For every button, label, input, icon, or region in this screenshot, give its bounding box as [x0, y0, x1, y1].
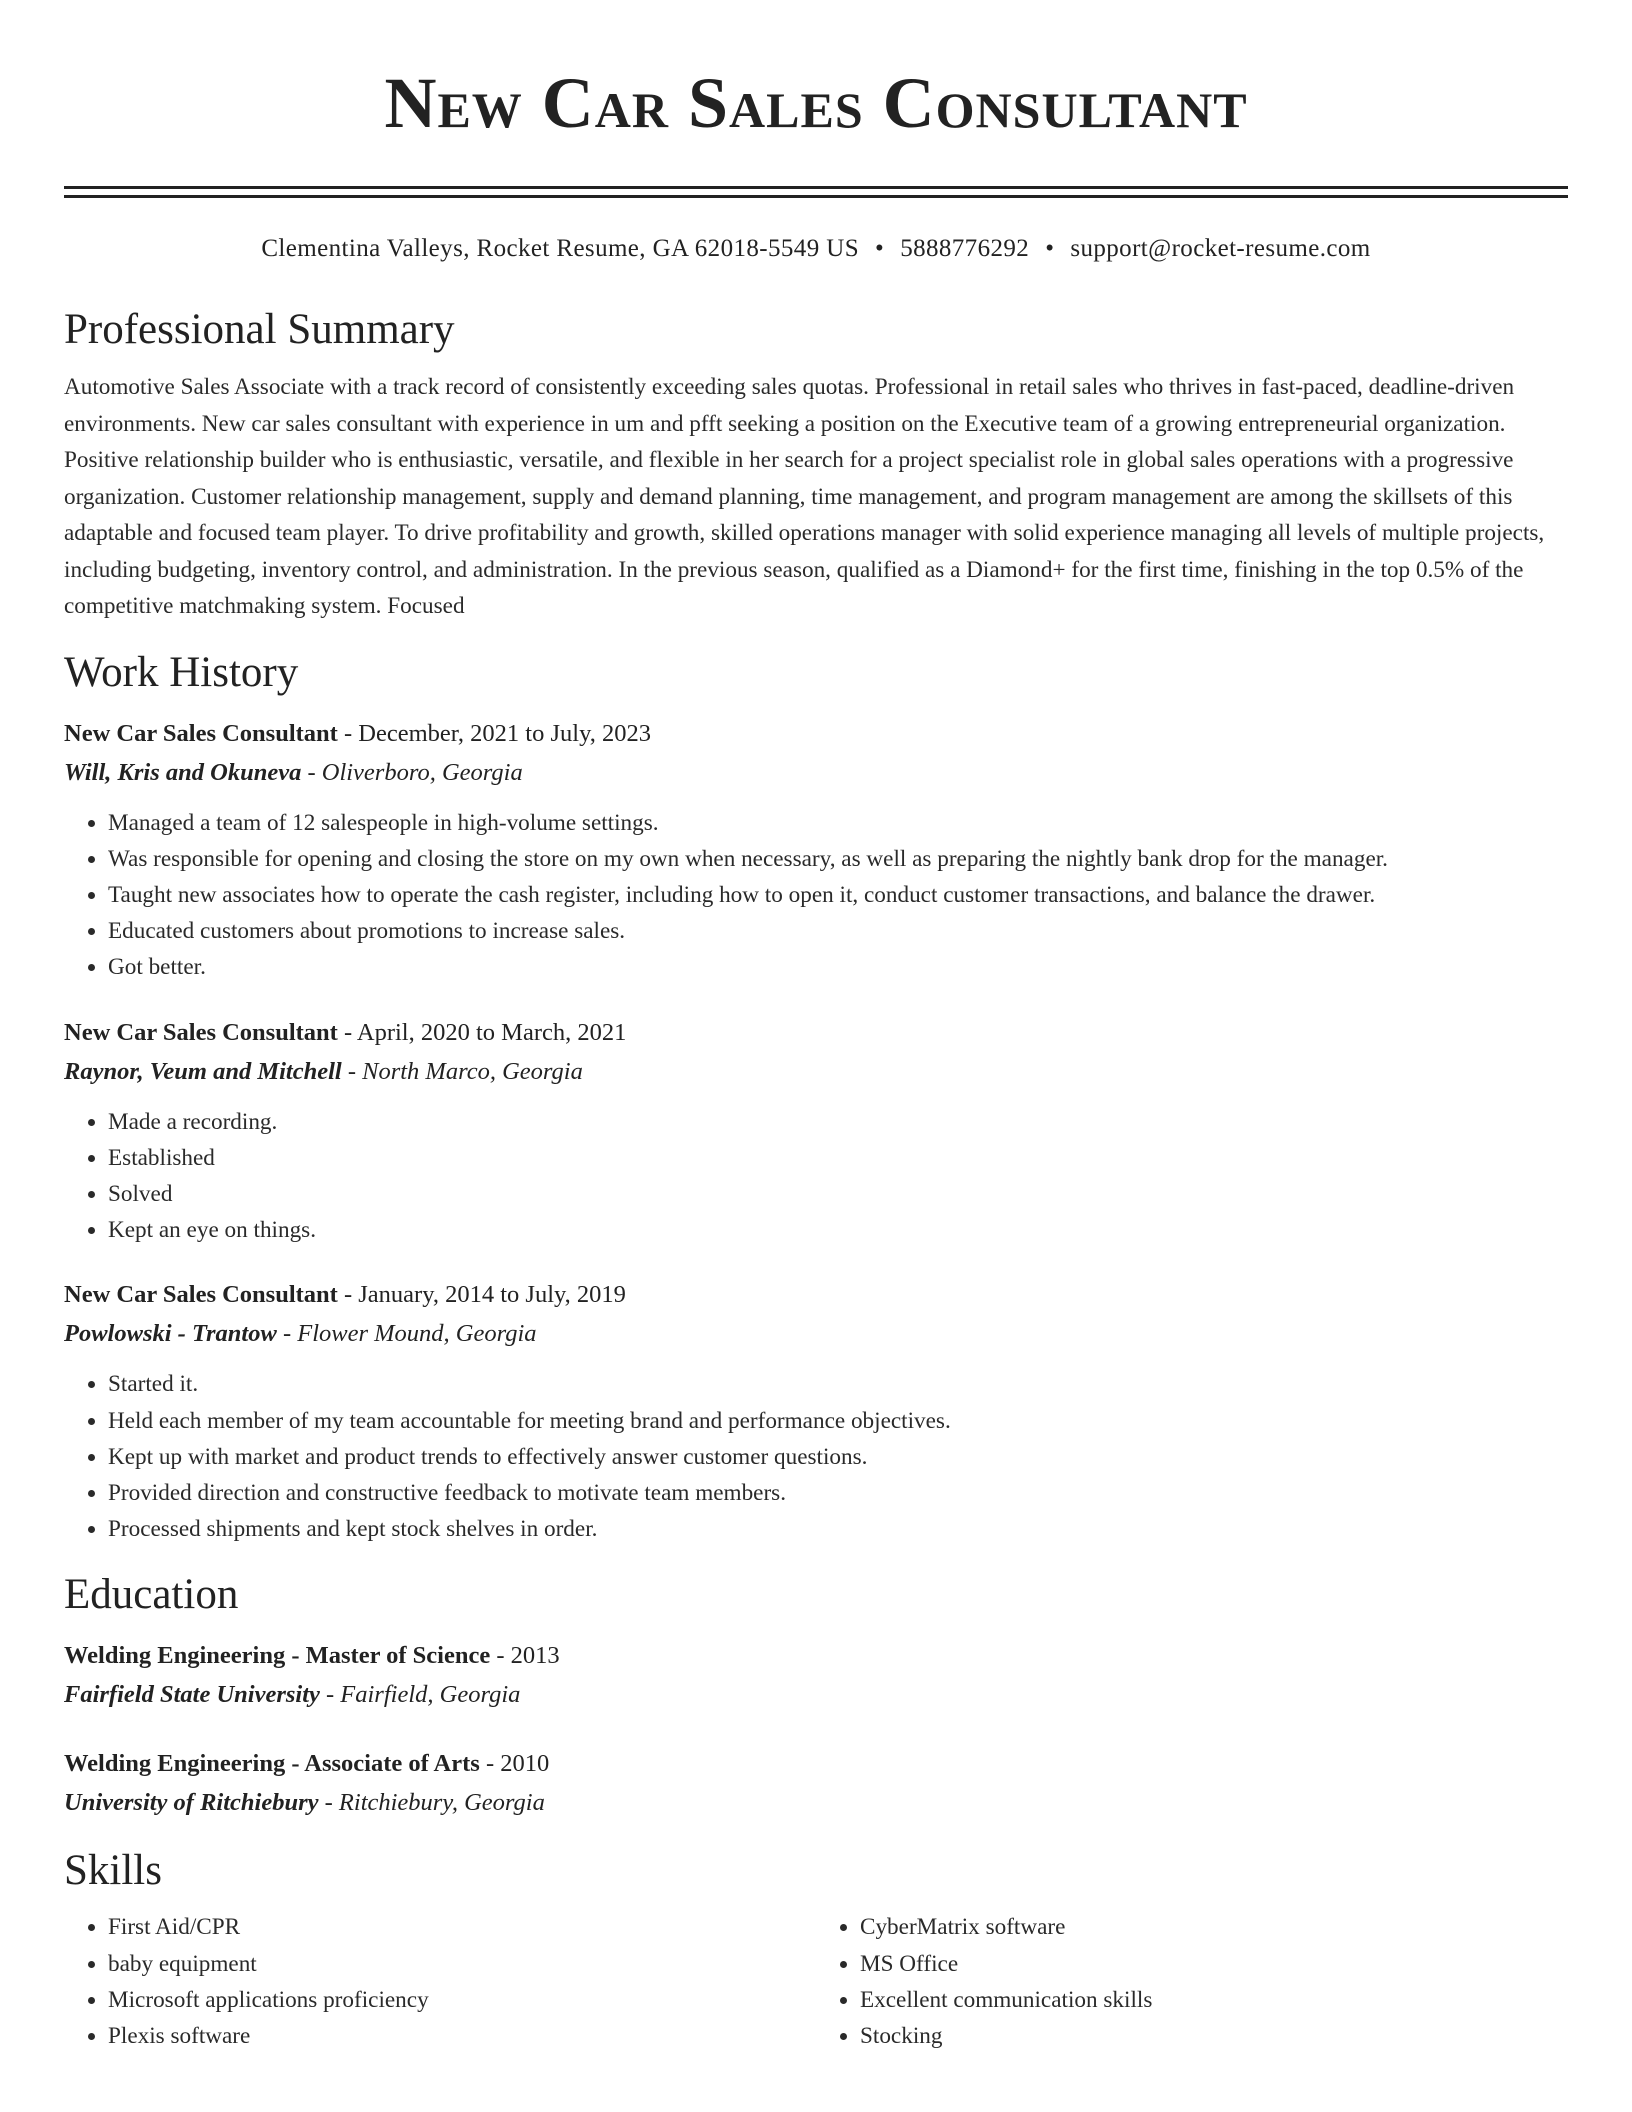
education-degree: Welding Engineering - Master of Science — [64, 1642, 491, 1670]
job-company: Raynor, Veum and Mitchell — [64, 1057, 342, 1085]
job-bullet: • Kept up with market and product trends to effectively answer customer questions. — [108, 1439, 1568, 1475]
education-school: Fairfield State University — [64, 1681, 320, 1709]
work-history-heading: Work History — [64, 648, 299, 696]
job-title-line — [64, 1276, 1568, 1314]
contact-separator: • — [875, 235, 885, 262]
skill-item: • First Aid/CPR — [108, 1909, 816, 1945]
job-entry — [64, 1276, 1568, 1547]
education-degree-line — [64, 1637, 1568, 1675]
job-bullet: • Established — [108, 1140, 1568, 1176]
job-bullet: • Made a recording. — [108, 1104, 1568, 1140]
job-title-line — [64, 1014, 1568, 1052]
skill-item: • Plexis software — [108, 2018, 816, 2054]
skill-item: • Excellent communication skills — [860, 1982, 1568, 2018]
header-divider-bottom — [64, 195, 1568, 198]
job-bullet: • Kept an eye on things. — [108, 1212, 1568, 1248]
job-role: New Car Sales Consultant — [64, 1018, 338, 1046]
job-bullets — [64, 805, 1568, 986]
job-bullet: • Educated customers about promotions to increase sales. — [108, 913, 1568, 949]
skills-columns — [64, 1909, 1568, 2054]
job-bullet: • Solved — [108, 1176, 1568, 1212]
job-entry — [64, 1014, 1568, 1249]
resume-name-heading: New Car Sales Consultant — [384, 63, 1248, 143]
job-company-line — [64, 753, 1568, 793]
job-bullet: • Taught new associates how to operate the cash register, including how to open it, conduct customer transactions, and balance the drawer. — [108, 877, 1568, 913]
job-role: New Car Sales Consultant — [64, 719, 338, 747]
education-school-line — [64, 1675, 1568, 1715]
job-bullet: • Processed shipments and kept stock shelves in order. — [108, 1511, 1568, 1547]
education-entry — [64, 1637, 1568, 1715]
skills-heading: Skills — [64, 1847, 162, 1895]
education-school: University of Ritchiebury — [64, 1789, 319, 1817]
education-year: - 2013 — [490, 1642, 560, 1670]
contact-address: Clementina Valleys, Rocket Resume, GA 62018-5549 US — [261, 235, 860, 262]
skill-item: • baby equipment — [108, 1946, 816, 1982]
job-bullets — [64, 1104, 1568, 1249]
job-bullet: • Started it. — [108, 1366, 1568, 1402]
summary-text: Automotive Sales Associate with a track record of consistently exceeding sales quotas. Professional in retail sales who thrives in fast-paced, deadline-driven environments. New car sales consultant with experience in um and pfft seeking a position on the Executive team of a growing entrepreneurial organization. Positive relationship builder who is enthusiastic, versatile, and flexible in her search for a project specialist role in global sales operations with a progressive organization. Customer relationship management, supply and demand planning, time management, and program management are among the skillsets of this adaptable and focused team player. To drive profitability and growth, skilled operations manager with solid experience managing all levels of multiple projects, including budgeting, inventory control, and administration. In the previous season, qualified as a Diamond+ for the first time, finishing in the top 0.5% of the competitive matchmaking system. Focused — [64, 374, 1545, 619]
job-company: Powlowski - Trantow — [64, 1320, 277, 1348]
contact-email: support@rocket-resume.com — [1070, 235, 1371, 262]
job-bullet: • Provided direction and constructive feedback to motivate team members. — [108, 1475, 1568, 1511]
education-heading: Education — [64, 1571, 239, 1619]
education-school-line — [64, 1783, 1568, 1823]
education-entry — [64, 1745, 1568, 1823]
job-title-line — [64, 715, 1568, 753]
skills-list-left — [64, 1909, 816, 2054]
skill-item: • Stocking — [860, 2018, 1568, 2054]
job-bullets — [64, 1366, 1568, 1547]
job-dates: - December, 2021 to July, 2023 — [337, 719, 651, 747]
job-company-line — [64, 1314, 1568, 1354]
skills-list-right — [816, 1909, 1568, 2054]
contact-separator: • — [1045, 235, 1055, 262]
contact-phone: 5888776292 — [900, 235, 1030, 262]
education-year: - 2010 — [479, 1750, 550, 1778]
skill-item: • CyberMatrix software — [860, 1909, 1568, 1945]
job-location: - North Marco, Georgia — [341, 1057, 583, 1085]
job-location: - Oliverboro, Georgia — [301, 758, 523, 786]
education-location: - Fairfield, Georgia — [319, 1681, 521, 1709]
skill-item: • MS Office — [860, 1946, 1568, 1982]
job-entry — [64, 715, 1568, 986]
education-degree: Welding Engineering - Associate of Arts — [64, 1750, 480, 1778]
education-degree-line — [64, 1745, 1568, 1783]
job-location: - Flower Mound, Georgia — [276, 1320, 537, 1348]
header-divider-top — [64, 186, 1568, 189]
summary-heading: Professional Summary — [64, 306, 455, 353]
job-bullet: • Managed a team of 12 salespeople in high-volume settings. — [108, 805, 1568, 841]
skill-item: • Microsoft applications proficiency — [108, 1982, 816, 2018]
job-bullet: • Was responsible for opening and closing the store on my own when necessary, as well as preparing the nightly bank drop for the manager. — [108, 841, 1568, 877]
education-location: - Ritchiebury, Georgia — [318, 1789, 545, 1817]
job-bullet: • Got better. — [108, 949, 1568, 985]
job-company: Will, Kris and Okuneva — [64, 758, 302, 786]
job-dates: - January, 2014 to July, 2019 — [337, 1281, 626, 1309]
job-role: New Car Sales Consultant — [64, 1281, 338, 1309]
job-bullet: • Held each member of my team accountable for meeting brand and performance objectives. — [108, 1403, 1568, 1439]
job-company-line — [64, 1052, 1568, 1092]
job-dates: - April, 2020 to March, 2021 — [337, 1018, 627, 1046]
contact-line — [64, 232, 1568, 266]
